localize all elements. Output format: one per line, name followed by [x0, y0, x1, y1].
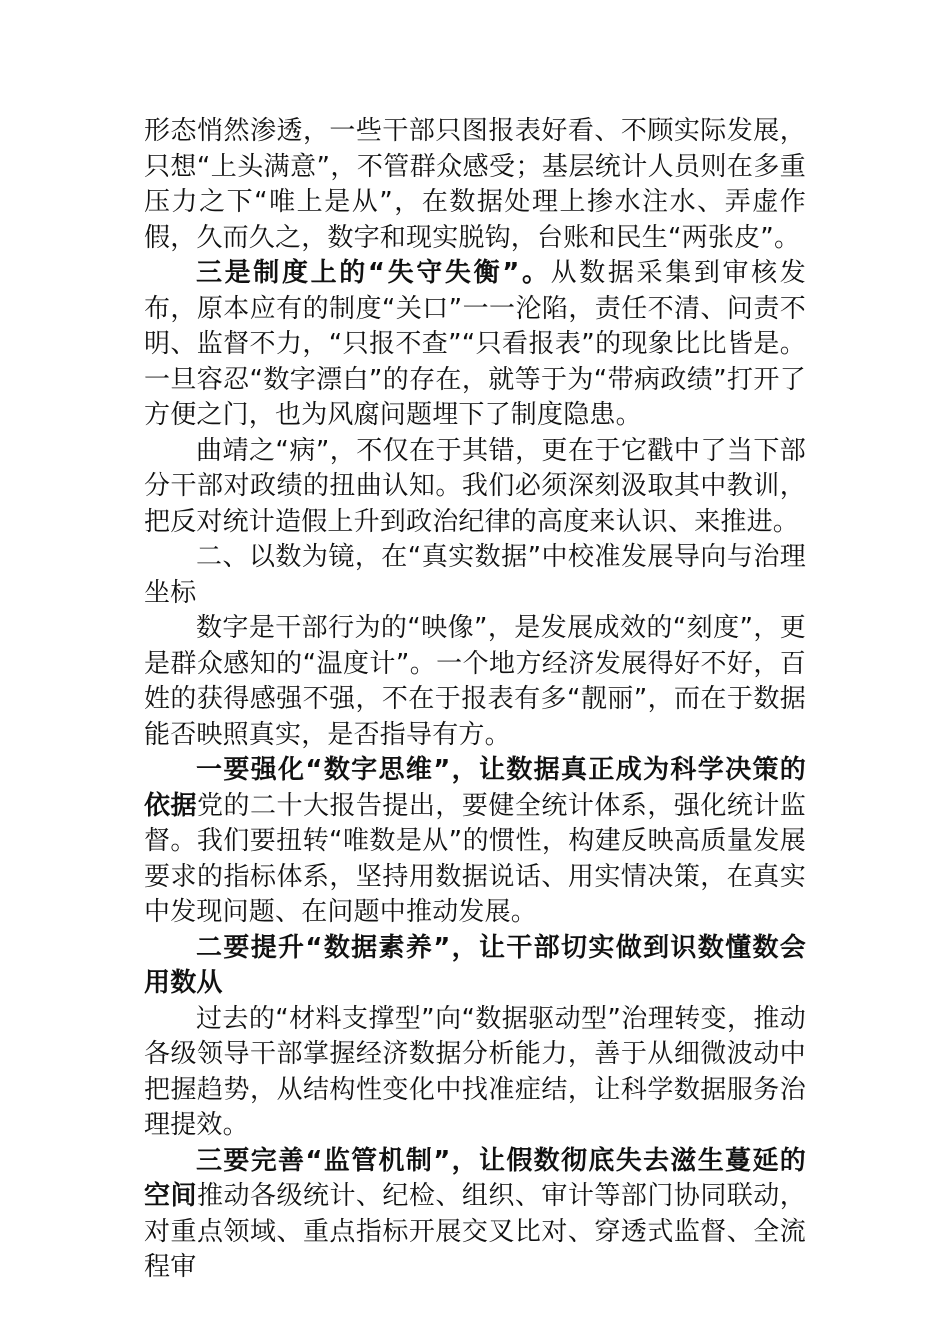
document-body	[144, 114, 806, 1286]
paragraph-text: 二、以数为镜，在“真实数据”中校准发展导向与治理坐标	[144, 542, 806, 608]
paragraph-text: 数字是干部行为的“映像”，是发展成效的“刻度”，更是群众感知的“温度计”。一个地方经济发展得好不好，百姓的获得感强不强，不在于报表有多“靓丽”，而在于数据能否映照真实，是否指导有方。	[144, 613, 806, 750]
paragraph-lead: 一要强化“数字思维”，让数据真正成为科学决策的依据	[144, 755, 806, 821]
paragraph-9	[144, 1144, 806, 1286]
paragraph-5	[144, 611, 806, 753]
paragraph-3	[144, 434, 806, 541]
paragraph-lead: 二要提升“数据素养”，让干部切实做到识数懂数会用数从	[144, 932, 806, 998]
paragraph-text: 从数据采集到审核发布，原本应有的制度“关口”一一沦陷，责任不清、问责不明、监督不力，“只报不查”“只看报表”的现象比比皆是。一旦容忍“数字漂白”的存在，就等于为“带病政绩”打开了方便之门，也为风腐问题埋下了制度隐患。	[144, 258, 806, 430]
paragraph-2	[144, 256, 806, 434]
paragraph-text: 党的二十大报告提出，要健全统计体系，强化统计监督。我们要扭转“唯数是从”的惯性，构建反映高质量发展要求的指标体系，坚持用数据说话、用实情决策，在真实中发现问题、在问题中推动发展。	[144, 790, 806, 927]
paragraph-lead: 三要完善“监管机制”，让假数彻底失去滋生蔓延的空间	[144, 1145, 806, 1211]
paragraph-text: 过去的“材料支撑型”向“数据驱动型”治理转变，推动各级领导干部掌握经济数据分析能力，善于从细微波动中把握趋势，从结构性变化中找准症结，让科学数据服务治理提效。	[144, 1003, 806, 1140]
paragraph-text: 曲靖之“病”，不仅在于其错，更在于它戳中了当下部分干部对政绩的扭曲认知。我们必须深刻汲取其中教训，把反对统计造假上升到政治纪律的高度来认识、来推进。	[144, 435, 806, 537]
section-heading	[144, 540, 806, 611]
paragraph-1	[144, 114, 806, 256]
paragraph-text: 推动各级统计、纪检、组织、审计等部门协同联动，对重点领域、重点指标开展交叉比对、穿透式监督、全流程审	[144, 1181, 806, 1282]
paragraph-text: 形态悄然渗透，一些干部只图报表好看、不顾实际发展，只想“上头满意”，不管群众感受；基层统计人员则在多重压力之下“唯上是从”，在数据处理上掺水注水、弄虚作假，久而久之，数字和现实脱钩，台账和民生“两张皮”。	[144, 116, 806, 253]
paragraph-8	[144, 1002, 806, 1144]
paragraph-6	[144, 753, 806, 931]
paragraph-7	[144, 931, 806, 1002]
paragraph-lead: 三是制度上的“失守失衡”。	[196, 258, 551, 288]
